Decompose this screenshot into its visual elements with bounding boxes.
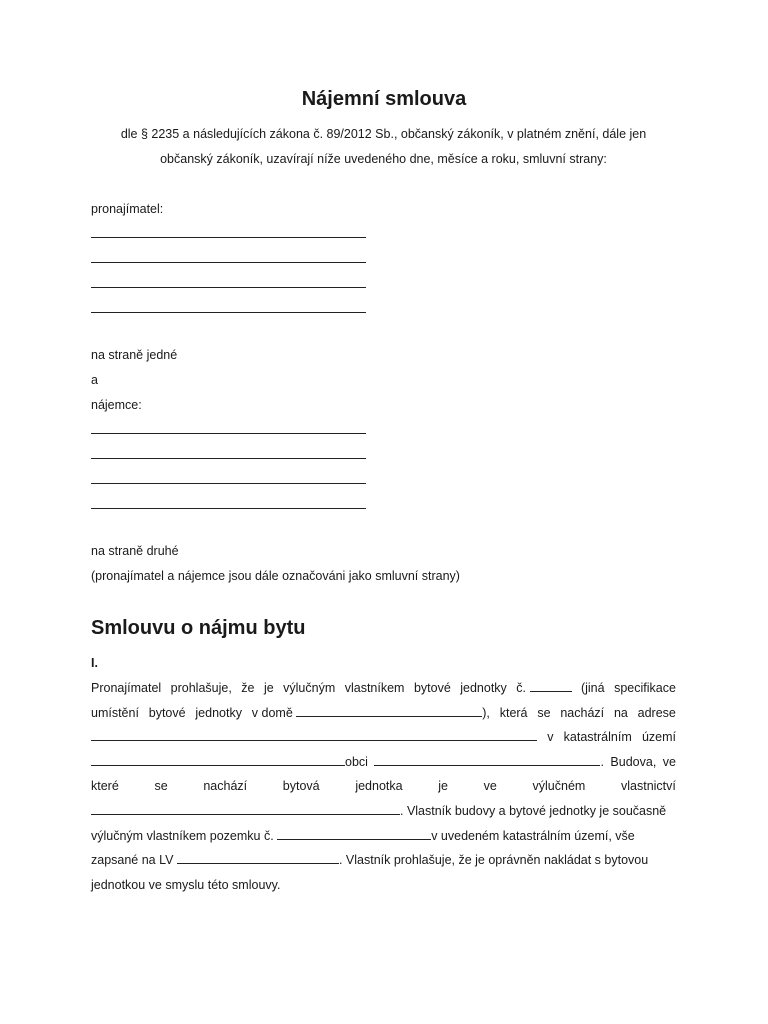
clause-word: je	[438, 779, 448, 794]
landlord-blank-4	[91, 312, 366, 313]
clause-word: v	[547, 730, 554, 745]
parcel-blank	[277, 827, 431, 840]
clause-word: č.	[516, 681, 527, 695]
clause-word: na	[613, 705, 628, 720]
clause-word: ),	[482, 705, 490, 720]
clause-word: se	[154, 779, 168, 794]
clause-text: jednotkou ve smyslu této smlouvy.	[91, 877, 281, 892]
clause-row-9	[91, 873, 676, 898]
clause-word: bytová	[282, 779, 320, 794]
tenant-blank-3	[91, 483, 366, 484]
clause-word: adrese	[637, 705, 676, 720]
clause-word: území	[641, 730, 676, 745]
tenant-label: nájemce:	[91, 398, 142, 412]
clause-word: bytové	[413, 681, 451, 695]
clause-word: ve	[483, 779, 497, 794]
clause-word: které	[91, 779, 119, 794]
clause-word: ve	[662, 754, 676, 769]
clause-word: .	[600, 754, 604, 769]
parties-note: (pronajímatel a nájemce jsou dále označováni jako smluvní strany)	[91, 569, 460, 583]
landlord-label: pronajímatel:	[91, 202, 164, 216]
tenant-blank-1	[91, 433, 366, 434]
clause-word: Budova,	[610, 754, 657, 769]
clause-row-4	[91, 750, 676, 775]
clause-word: katastrálním	[563, 730, 632, 745]
clause-word: se	[537, 705, 551, 720]
clause-word: prohlašuje,	[170, 681, 232, 695]
clause-row-1	[91, 676, 676, 701]
tenant-blank-4	[91, 508, 366, 509]
clause-word: specifikace	[614, 681, 676, 695]
intro-line-1: dle § 2235 a následujících zákona č. 89/2012 Sb., občanský zákoník, v platném znění, dále jen	[120, 127, 647, 141]
clause-word: (jiná	[580, 681, 605, 695]
lv-blank	[177, 851, 339, 864]
municipality-blank	[374, 753, 600, 766]
clause-text: . Vlastník budovy a bytové jednotky je současně	[400, 803, 667, 818]
party-one-text: na straně jedné	[91, 348, 178, 362]
party-two-text: na straně druhé	[91, 544, 179, 558]
intro-text	[91, 122, 676, 172]
cadastral-blank	[91, 753, 345, 766]
clause-row-6	[91, 799, 676, 824]
owner-blank	[91, 802, 400, 815]
clause-word: nachází	[560, 705, 605, 720]
clause-row-5	[91, 774, 676, 799]
clause-word: umístění	[91, 705, 139, 720]
clause-text: výlučným vlastníkem pozemku č.	[91, 828, 274, 843]
clause-row-8	[91, 848, 676, 873]
clause-word: jednotky	[195, 705, 242, 720]
landlord-blank-2	[91, 262, 366, 263]
clause-word: která	[499, 705, 528, 720]
clause-word: je	[263, 681, 274, 695]
clause-word: nachází	[203, 779, 248, 794]
intro-line-2: občanský zákoník, uzavírají níže uvedeného dne, měsíce a roku, smluvní strany:	[160, 152, 607, 166]
clause-word: výlučným	[283, 681, 336, 695]
clause-word: obci	[345, 754, 368, 769]
clause-row-3	[91, 725, 676, 750]
clause-paragraph	[91, 676, 676, 897]
document-title: Nájemní smlouva	[301, 88, 467, 110]
section-number: I.	[91, 656, 98, 670]
unit-number-blank	[530, 679, 572, 692]
and-text: a	[91, 373, 98, 387]
clause-text: zapsané na LV	[91, 853, 174, 868]
clause-word: jednotky	[460, 681, 507, 695]
clause-text: v uvedeném katastrálním území, vše	[431, 828, 635, 843]
landlord-blank-3	[91, 287, 366, 288]
address-blank	[91, 728, 537, 741]
clause-row-2	[91, 701, 676, 726]
clause-word: vlastnictví	[621, 779, 676, 794]
clause-word: bytové	[148, 705, 186, 720]
house-blank	[296, 704, 482, 717]
clause-word: výlučném	[532, 779, 586, 794]
clause-word: jednotka	[355, 779, 403, 794]
section-title: Smlouvu o nájmu bytu	[91, 617, 306, 639]
clause-word: v domě	[251, 705, 293, 720]
clause-word: vlastníkem	[344, 681, 405, 695]
clause-row-7	[91, 824, 676, 849]
clause-word: Pronajímatel	[91, 681, 162, 695]
clause-word: že	[241, 681, 255, 695]
landlord-blank-1	[91, 237, 366, 238]
tenant-blank-2	[91, 458, 366, 459]
clause-text: . Vlastník prohlašuje, že je oprávněn nakládat s bytovou	[338, 853, 649, 868]
